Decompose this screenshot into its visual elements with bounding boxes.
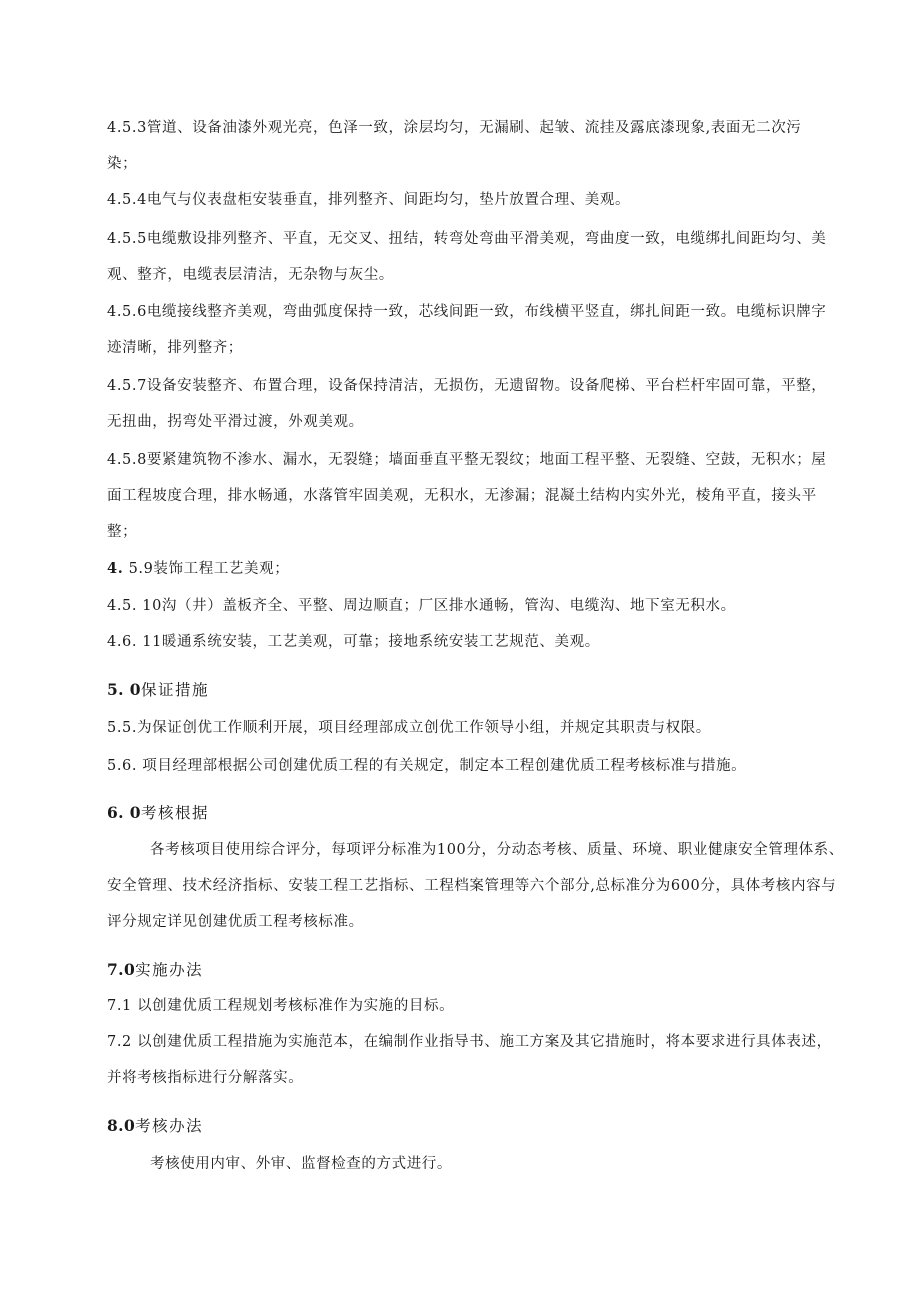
clause-5-5: 5.5.为保证创优工作顺利开展，项目经理部成立创优工作领导小组，并规定其职责与权限。 <box>107 720 711 736</box>
section-5-heading <box>107 680 880 700</box>
section-5-number: 5. 0 <box>107 680 141 699</box>
clause-4-5-4: 4.5.4电气与仪表盘柜安装垂直，排列整齐、间距均匀，垫片放置合理、美观。 <box>107 192 631 208</box>
clause-4-5-8-line-3: 整； <box>107 524 138 540</box>
section-6-paragraph-line-1: 各考核项目使用综合评分，每项评分标准为100分，分动态考核、质量、环境、职业健康安全管理体系、 <box>150 842 844 858</box>
clause-4-5-6-line-1: 4.5.6电缆接线整齐美观，弯曲弧度保持一致，芯线间距一致，布线横平竖直，绑扎间距一致。电缆标识牌字 <box>107 304 827 320</box>
clause-7-2-line-2: 并将考核指标进行分解落实。 <box>107 1070 304 1086</box>
section-5-title: 保证措施 <box>140 681 209 699</box>
section-8-title: 考核办法 <box>135 1117 204 1135</box>
clause-4-5-3-line-2: 染； <box>107 156 138 172</box>
clause-7-1: 7.1 以创建优质工程规划考核标准作为实施的目标。 <box>107 998 455 1014</box>
clause-4-6-11: 4.6. 11暖通系统安装，工艺美观，可靠；接地系统安装工艺规范、美观。 <box>107 634 600 650</box>
clause-7-2-line-1: 7.2 以创建优质工程措施为实施范本，在编制作业指导书、施工方案及其它措施时，将本要求进行具体表述， <box>107 1034 832 1050</box>
section-6-number: 6. 0 <box>107 803 141 822</box>
section-6-paragraph-line-2: 安全管理、技术经济指标、安装工程工艺指标、工程档案管理等六个部分,总标准分为600分，具体考核内容与 <box>107 878 837 894</box>
clause-4-5-7-line-2: 无扭曲，拐弯处平滑过渡，外观美观。 <box>107 414 364 430</box>
section-6-title: 考核根据 <box>140 804 209 822</box>
clause-4-5-6-line-2: 迹清晰，排列整齐； <box>107 340 243 356</box>
section-7-title: 实施办法 <box>135 961 204 979</box>
clause-4-5-8-line-1: 4.5.8要紧建筑物不渗水、漏水，无裂缝；墙面垂直平整无裂纹；地面工程平整、无裂缝、空鼓，无积水；屋 <box>107 452 827 468</box>
section-7-number: 7.0 <box>107 960 136 979</box>
section-8-paragraph: 考核使用内审、外审、监督检查的方式进行。 <box>150 1156 452 1172</box>
clause-4-5-7-line-1: 4.5.7设备安装整齐、布置合理，设备保持清洁，无损伤，无遗留物。设备爬梯、平台栏杆牢固可靠，平整， <box>107 378 827 394</box>
clause-5-6: 5.6. 项目经理部根据公司创建优质工程的有关规定，制定本工程创建优质工程考核标准与措施。 <box>107 758 747 774</box>
section-8-number: 8.0 <box>107 1116 136 1135</box>
section-6-paragraph-line-3: 评分规定详见创建优质工程考核标准。 <box>107 914 364 930</box>
clause-4-5-9 <box>107 559 880 579</box>
section-7-heading <box>107 960 880 980</box>
clause-4-5-3-line-1: 4.5.3管道、设备油漆外观光亮，色泽一致，涂层均匀，无漏刷、起皱、流挂及露底漆现象,表面无二次污 <box>107 120 802 136</box>
clause-4-5-8-line-2: 面工程坡度合理，排水畅通，水落管牢固美观，无积水，无渗漏；混凝土结构内实外光，棱角平直，接头平 <box>107 488 817 504</box>
clause-4-5-9-number: 4. <box>107 560 124 577</box>
clause-4-5-9-text: 5.9装饰工程工艺美观； <box>128 561 290 577</box>
section-6-heading <box>107 803 880 823</box>
clause-4-5-5-line-2: 观、整齐，电缆表层清洁，无杂物与灰尘。 <box>107 267 394 283</box>
clause-4-5-5-line-1: 4.5.5电缆敷设排列整齐、平直，无交叉、扭结，转弯处弯曲平滑美观，弯曲度一致，电缆绑扎间距均匀、美 <box>107 231 827 247</box>
section-8-heading <box>107 1116 880 1136</box>
clause-4-5-10: 4.5. 10沟（井）盖板齐全、平整、周边顺直；厂区排水通畅，管沟、电缆沟、地下室无积水。 <box>107 598 736 614</box>
